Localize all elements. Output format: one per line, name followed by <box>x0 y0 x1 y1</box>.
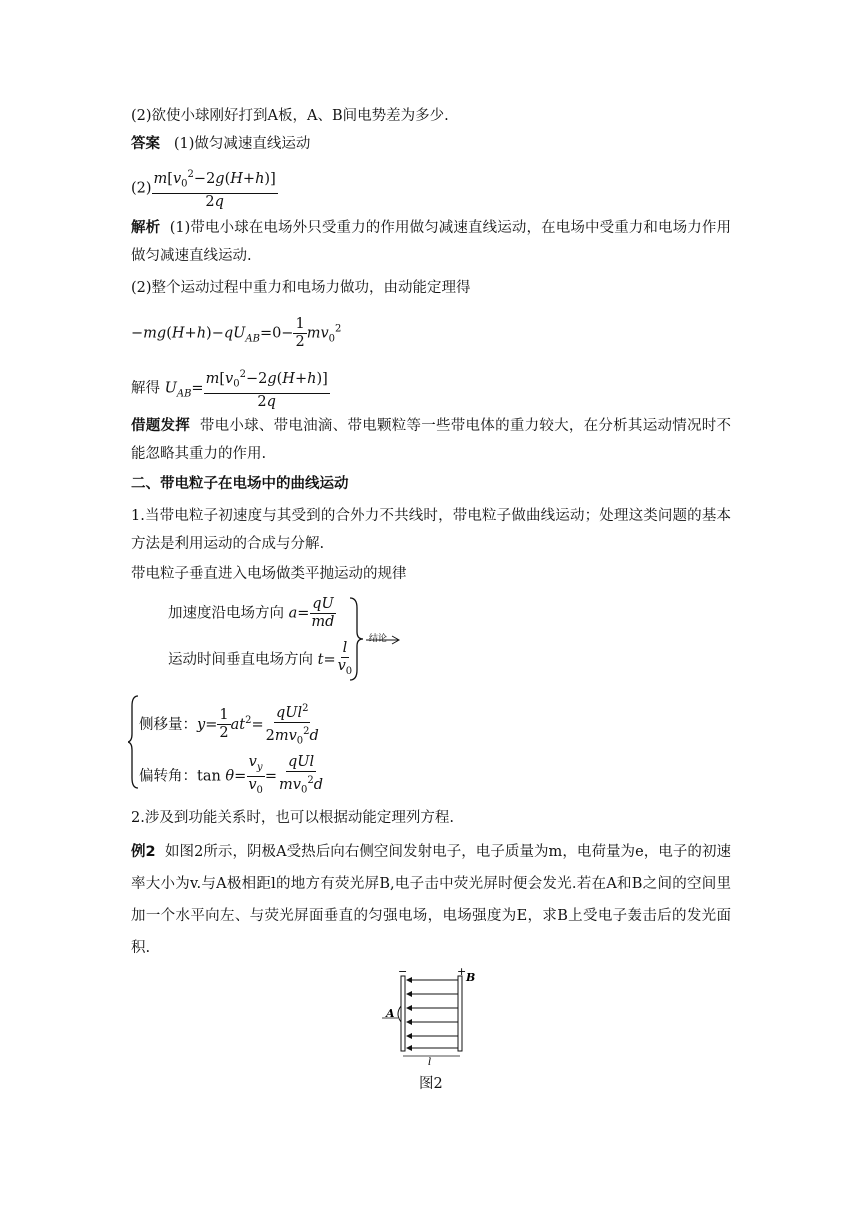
analysis-part1 <box>131 214 731 270</box>
tip-label: 借题发挥 <box>131 418 191 434</box>
analysis-part2: (2)整个运动过程中重力和电场力做功，由动能定理得 <box>131 280 471 296</box>
solve-line: 解得 $U_{AB}=$ $\frac{m[v_0^2-2g(H+h)]}{2q}$ <box>131 366 330 411</box>
answer-part1: (1)做匀减速直线运动 <box>173 136 311 152</box>
example-label: 例2 <box>131 844 156 860</box>
solve-formula: $\frac{m[v_0^2-2g(H+h)]}{2q}$ <box>204 366 330 411</box>
offset-line: 侧移量：y= $\frac{1}{2}$ $at^2=$ $\frac{qUl^2}{2mv_0^2d}$ <box>139 700 321 750</box>
tip-block <box>131 412 731 468</box>
figure-2-diagram <box>378 966 488 1066</box>
point-1: 1.当带电粒子初速度与其受到的合外力不共线时，带电粒子做曲线运动；处理这类问题的基本方法是利用运动的合成与分解. <box>131 508 731 552</box>
deflect-line: 偏转角：tan θ= $\frac{v_y}{v_0}$ = $\frac{\text{qUl}}{mv_0^2d}$ <box>139 754 324 796</box>
label-l: l <box>428 1057 432 1066</box>
analysis-label: 解析 <box>131 220 161 236</box>
answer-part2 <box>131 166 278 211</box>
point-2: 2.涉及到功能关系时，也可以根据动能定理列方程. <box>131 810 454 826</box>
solve-prefix: 解得 <box>131 380 160 397</box>
conclusion-label: 结论 <box>369 634 388 644</box>
answer-part2-prefix: (2) <box>131 180 152 197</box>
offset-label: 侧移量： <box>139 716 197 733</box>
energy-equation: $-mg(H+h)-qU_{AB}=0-$ $\frac{1}{2}$ $mv_0^2$ <box>131 316 342 350</box>
example-text: 如图2所示，阴极A受热后向右侧空间发射电子，电子质量为m，电荷量为e，电子的初速率大小为v.与A极相距l的地方有荧光屏B,电子击中荧光屏时便会发光.若在A和B之间的空间里加一个水平向左、与荧光屏面垂直的匀强电场，电场强度为E，求B上受电子轰击后的发光面积. <box>131 844 731 956</box>
section-2-title: 二、带电粒子在电场中的曲线运动 <box>131 476 349 492</box>
figure-caption: 图2 <box>419 1076 443 1092</box>
accel-label: 加速度沿电场方向 <box>168 605 284 622</box>
time-label: 运动时间垂直电场方向 <box>168 651 313 668</box>
tip-text: 带电小球、带电油滴、带电颗粒等一些带电体的重力较大，在分析其运动情况时不能忽略其重力的作用. <box>131 418 732 462</box>
answer-line <box>131 134 310 154</box>
answer-formula: $\frac{m[v_0^2-2g(H+h)]}{2q}$ <box>152 166 278 211</box>
example-2 <box>131 836 731 964</box>
accel-line: 加速度沿电场方向 a= $\frac{qU}{md}$ <box>168 596 335 630</box>
question-2: (2)欲使小球刚好打到A板，A、B间电势差为多少. <box>131 108 449 124</box>
deflect-label: 偏转角： <box>139 768 197 785</box>
minus-label: − <box>398 966 408 978</box>
analysis-text-1: (1)带电小球在电场外只受重力的作用做匀减速直线运动，在电场中受重力和电场力作用做匀减速直线运动. <box>131 220 731 264</box>
label-b: B <box>466 971 476 984</box>
label-a: A <box>386 1007 395 1020</box>
rule-title: 带电粒子垂直进入电场做类平抛运动的规律 <box>131 566 407 582</box>
time-line: 运动时间垂直电场方向 t= $\frac{l}{v_0}$ <box>168 640 353 677</box>
answer-label: 答案 <box>131 136 160 152</box>
plus-label: + <box>457 966 467 978</box>
